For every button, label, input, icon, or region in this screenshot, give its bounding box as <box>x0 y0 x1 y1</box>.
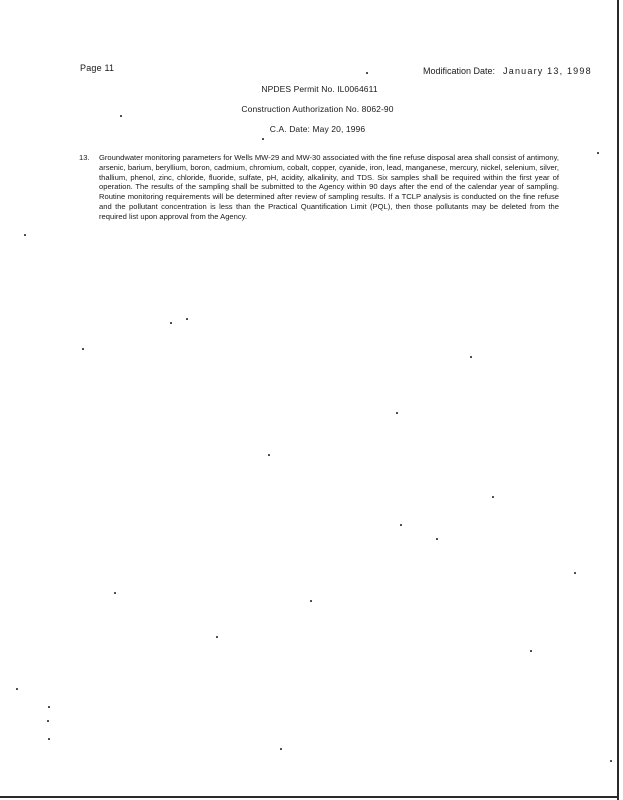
scan-speck <box>82 348 84 350</box>
permit-number: NPDES Permit No. IL0064611 <box>261 84 378 94</box>
scan-speck <box>186 318 188 320</box>
scan-page-edge-bottom <box>0 796 619 798</box>
scan-speck <box>366 72 368 74</box>
scan-speck <box>396 412 398 414</box>
construction-authorization: Construction Authorization No. 8062-90 <box>241 104 394 114</box>
modification-date: January 13, 1998 <box>503 66 592 76</box>
scan-speck <box>268 454 270 456</box>
scan-speck <box>530 650 532 652</box>
scan-speck <box>400 524 402 526</box>
scan-speck <box>436 538 438 540</box>
scan-speck <box>597 152 599 154</box>
scan-speck <box>24 234 26 236</box>
ca-date: C.A. Date: May 20, 1996 <box>269 124 366 134</box>
scan-speck <box>47 720 49 722</box>
scan-speck <box>120 115 122 117</box>
scan-speck <box>610 760 612 762</box>
scan-speck <box>216 636 218 638</box>
scan-speck <box>310 600 312 602</box>
condition-number: 13. <box>79 153 90 162</box>
scan-speck <box>170 322 172 324</box>
scan-page-edge-right <box>617 0 619 800</box>
scan-speck <box>48 706 50 708</box>
page-number: Page 11 <box>80 63 115 73</box>
scan-speck <box>280 748 282 750</box>
scan-speck <box>262 138 264 140</box>
scan-speck <box>492 496 494 498</box>
scan-speck <box>16 688 18 690</box>
condition-text: Groundwater monitoring parameters for Wells MW-29 and MW-30 associated with the fine refuse disposal area shall consist of antimony, arsenic, barium, beryllium, boron, cadmium, chromium, cobalt, copper, cyanide, iron, lead, manganese, mercury, nickel, selenium, silver, thallium, phenol, zinc, chloride, fluoride, sulfate, pH, acidity, alkalinity, and TDS. Six samples shall be required within the first year of operation. The results of the sampling shall be submitted to the Agency within 90 days after the end of the calendar year of sampling. Routine monitoring requirements will be determined after review of sampling results. If a TCLP analysis is conducted on the fine refuse and the pollutant concentration is less than the Practical Quantification Limit (PQL), then those pollutants may be deleted from the required list upon approval from the Agency. <box>99 153 559 221</box>
scan-speck <box>574 572 576 574</box>
modification-label: Modification Date: <box>423 66 496 76</box>
scan-speck <box>470 356 472 358</box>
scan-speck <box>114 592 116 594</box>
condition-item <box>79 153 559 222</box>
modification-header <box>423 66 592 76</box>
scan-speck <box>48 738 50 740</box>
